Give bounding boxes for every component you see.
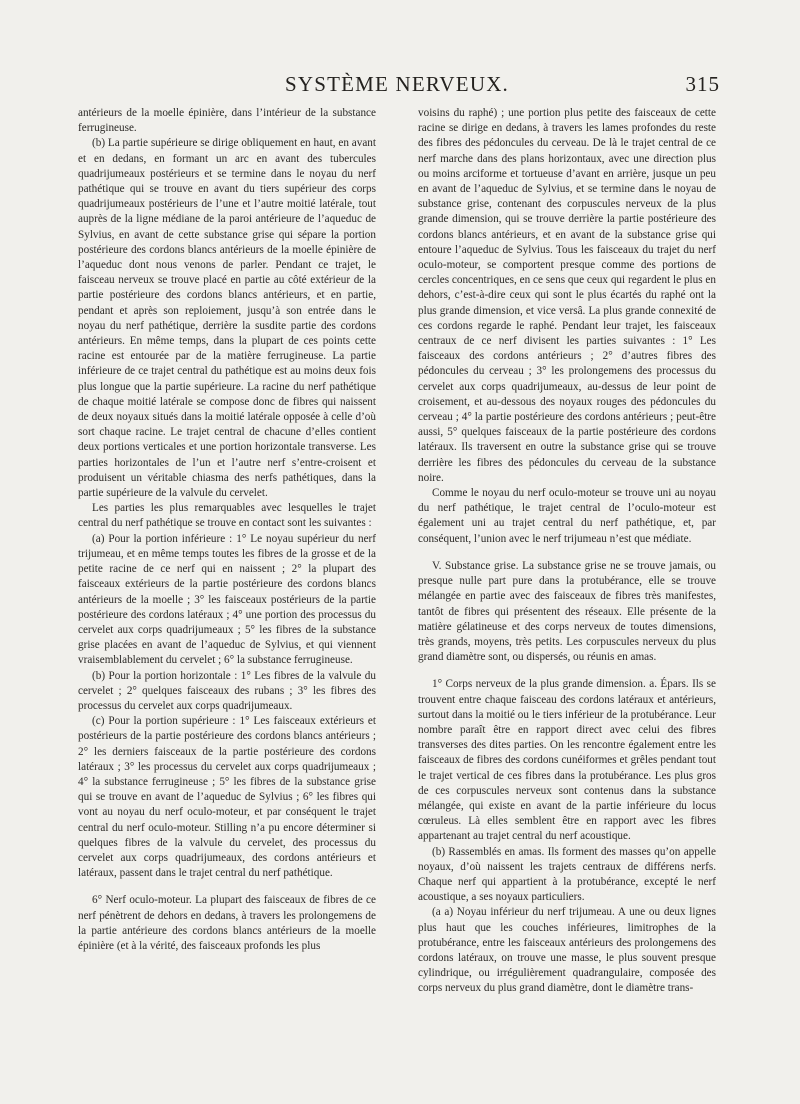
paragraph: antérieurs de la moelle épinière, dans l’intérieur de la substance ferrugineuse. xyxy=(78,107,376,135)
paragraph: Les parties les plus remarquables avec lesquelles le trajet central du nerf pathétique se trouve en contact sont les suivantes : xyxy=(78,502,376,530)
paragraph: 6° Nerf oculo-moteur. La plupart des faisceaux de fibres de ce nerf pénètrent de dehors en dedans, à travers les prolongemens de la partie antérieure des cordons blancs antérieurs de la moelle épinière (et à la vérité, des faisceaux profonds les plus xyxy=(78,894,376,952)
paragraph: voisins du raphé) ; une portion plus petite des faisceaux de cette racine se dirige en dedans, à travers les lames profondes du reste des fibres des pédoncules du cerveau. De là le trajet central de ce nerf marche dans des plans horizontaux, avec une direction plus ou moins arciforme et tortueuse d’avant en arrière, jusque un peu en avant de l’aqueduc de Sylvius, et se termine dans le noyau de substance grise, contenant des corpuscules nerveux de la plus grande dimension, qui se trouve derrière la partie postérieure des cordons blancs antérieurs, et en avant de la substance grise qui entoure l’aqueduc de Sylvius. Tous les faisceaux du trajet du nerf oculo-moteur, se comportent presque comme des portions de cercles concentriques, en ce sens que ceux qui regardent le plus en dehors, c’est-à-dire ceux qui sont le plus écartés du raphé ont la plus grande dimension, et vice versâ. La plus grande connexité de ces cordons regarde le raphé. Pendant leur trajet, les faisceaux centraux de ce nerf divisent les parties suivantes : 1° Les faisceaux des cordons antérieurs ; 2° d’autres fibres des pédoncules du cerveau ; 3° les prolongemens des processus du cervelet aux corps quadrijumeaux, au-dessus de leur point de croisement, et au-dessous des noyaux rouges des pédoncules du cerveau ; 4° la partie postérieure des cordons antérieurs ; peut-être aussi, 5° quelques faisceaux de la partie postérieure des cordons latéraux. Ils traversent en outre la substance grise qui se trouve derrière les fibres des pédoncules du cerveau de la substance noire. xyxy=(418,107,716,484)
paragraph: (a a) Noyau inférieur du nerf trijumeau. A une ou deux lignes plus haut que les couches inférieures, limitrophes de la protubérance, entre les faisceaux antérieurs des prolongemens des cordons latéraux, on trouve une masse, le plus souvent presque cylindrique, ou irrégulièrement quadrangulaire, composée des corps nerveux du plus grand diamètre, dont le diamètre trans- xyxy=(418,906,716,995)
page-header xyxy=(74,72,720,102)
paragraph: (c) Pour la portion supérieure : 1° Les faisceaux extérieurs et postérieurs de la partie postérieure des cordons blancs antérieurs ; 2° les derniers faisceaux de la partie postérieure des cordons latéraux ; 3° les processus du cervelet aux corps quadrijumeaux ; 4° la substance ferrugineuse ; 5° les fibres de la substance grise qui se trouve en avant de l’aqueduc de Sylvius ; 6° les fibres qui vont au noyau du nerf oculo-moteur, et par conséquent le trajet central du nerf oculo-moteur. Stilling n’a pu encore déterminer si quelques fibres de la valvule du cervelet, des processus du cervelet aux corps quadrijumeaux, des cordons antérieurs et latéraux, passent dans le trajet central du nerf pathétique. xyxy=(78,715,376,880)
paragraph: (b) Rassemblés en amas. Ils forment des masses qu’on appelle noyaux, d’où naissent les trajets centraux de différens nerfs. Chaque nerf qui appartient à la protubérance, excepté le nerf acoustique, a ses noyaux particuliers. xyxy=(418,845,716,904)
paragraph: (a) Pour la portion inférieure : 1° Le noyau supérieur du nerf trijumeau, et en même temps toutes les fibres de la grosse et de la petite racine de ce nerf qui en naissent ; 2° la plupart des faisceaux extérieurs de la partie postérieure des cordons blancs antérieurs de la moelle ; 3° les faisceaux postérieurs de la partie postérieure des cordons latéraux ; 4° une portion des processus du cervelet aux corps quadrijumeaux ; 5° les fibres de la substance grise placées en avant de l’aqueduc de Sylvius, et qui viennent vraisemblablement du cervelet ; 6° la substance ferrugineuse. xyxy=(78,532,376,667)
paragraph: (b) La partie supérieure se dirige obliquement en haut, en avant et en dedans, en formant un arc en avant des tubercules quadrijumeaux postérieurs et se termine dans le noyau du nerf pathétique qui se trouve en avant du tiers supérieur des corps quadrijumeaux postérieurs de l’une et l’autre moitié latérale, tout auprès de la ligne médiane de la paroi antérieure de l’aqueduc de Sylvius, en avant de cette substance grise qui sépare la portion postérieure des cordons blancs antérieurs de la moelle épinière de l’aqueduc dont nous venons de parler. Pendant ce trajet, le faisceau nerveux se trouve placé en partie au côté extérieur de la partie postérieure des cordons blancs antérieurs, et en partie, pendant et après son reploiement, jusqu’à son entrée dans le noyau du nerf pathétique, derrière la susdite partie des cordons antérieurs. En même temps, dans la plupart de ces points cette racine est entourée par de la matière ferrugineuse. La partie inférieure de ce trajet central du pathétique est au moins deux fois plus longue que la partie supérieure. La racine du nerf pathétique de chaque moitié latérale se compose donc de fibres qui naissent de deux noyaux situés dans la moitié latérale opposée à celle d’où sort chaque racine. Le trajet central de chacune d’elles contient deux portions verticales et une portion horizontale transverse. Les parties horizontales de l’un et l’autre nerf s’entre-croisent et produisent un véritable chiasma des nerfs pathétiques, dans la partie supérieure de la valvule du cervelet. xyxy=(78,137,376,500)
running-title: SYSTÈME NERVEUX. xyxy=(284,72,510,96)
paragraph: (b) Pour la portion horizontale : 1° Les fibres de la valvule du cervelet ; 2° quelques faisceaux des rubans ; 3° les fibres des processus du cervelet aux corps quadrijumeaux. xyxy=(78,669,376,712)
right-column xyxy=(418,106,716,997)
paragraph: Comme le noyau du nerf oculo-moteur se trouve uni au noyau du nerf pathétique, le trajet central de l’oculo-moteur est également uni au trajet central du nerf pathétique, et, par conséquent, l’union avec le nerf trijumeau n’est que médiate. xyxy=(418,487,716,545)
page-number: 315 xyxy=(685,72,720,96)
section-heading-paragraph: V. Substance grise. La substance grise ne se trouve jamais, ou presque nulle part pure dans la protubérance, elle se trouve mélangée en partie avec des faisceaux de fibres très manifestes, tantôt de fibres qui présentent des réseaux. Elle présente de la matière gélatineuse et des corps nerveux de toutes dimensions, très grands, moyens, très petits. Les corpuscules nerveux du plus grand diamètre sont, ou dispersés, ou réunis en amas. xyxy=(418,559,716,664)
left-column xyxy=(78,106,376,954)
paragraph: 1° Corps nerveux de la plus grande dimension. a. Épars. Ils se trouvent entre chaque faisceau des cordons latéraux et antérieurs, surtout dans la moitié ou le tiers inférieur de la protubérance. Leur nombre paraît être en rapport direct avec celui des fibres transverses des dites parties. On les rencontre également entre les faisceaux de fibres des cordons cunéiformes et grêles pendant tout le trajet vertical de ces fibres dans la protubérance. Les plus gros de ces corpuscules nerveux sont contenus dans la substance mélangée, qui existe en avant de la partie inférieure du locus cœruleus. Là elles semblent être en rapport avec les fibres appartenant au trajet central du nerf acoustique. xyxy=(418,678,716,843)
